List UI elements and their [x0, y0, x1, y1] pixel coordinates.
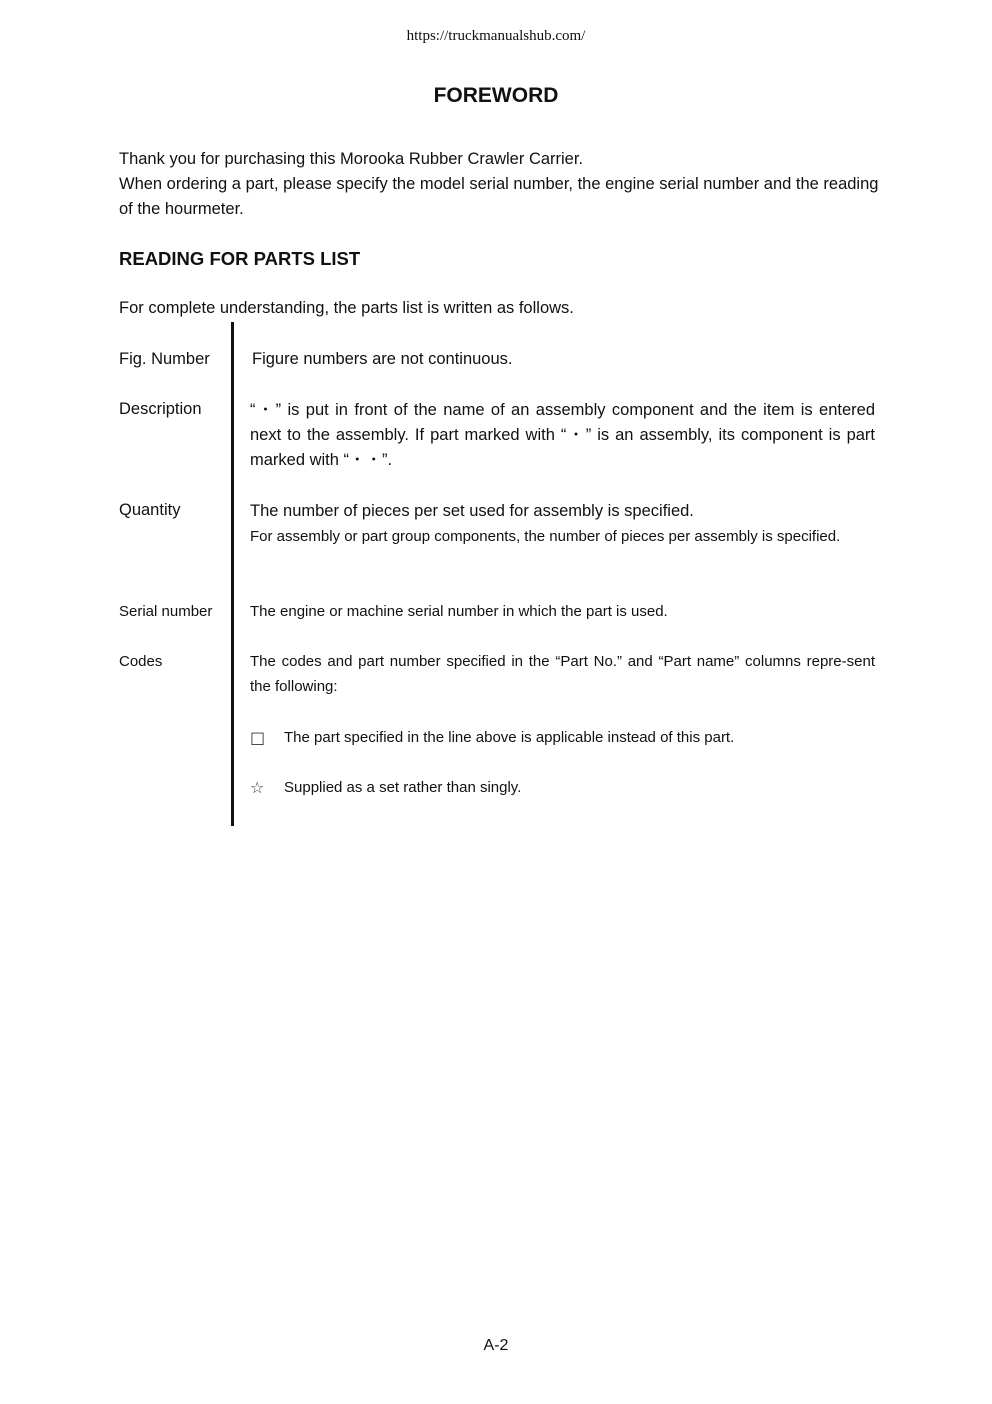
code-row-replacement [250, 728, 734, 747]
intro-line-ordering: When ordering a part, please specify the model serial number, the engine serial number and the reading of the hourmeter. [119, 175, 879, 218]
page-title: FOREWORD [433, 84, 559, 107]
description-label: Description [119, 400, 202, 418]
code-row-set [250, 778, 521, 797]
code-replacement-text: The part specified in the line above is applicable instead of this part. [284, 729, 735, 746]
codes-label: Codes [119, 653, 163, 670]
quantity-label: Quantity [119, 501, 181, 519]
source-url: https://truckmanualshub.com/ [406, 28, 586, 44]
square-outline-icon: □ [250, 728, 266, 747]
vertical-divider [231, 322, 234, 826]
serial-number-text: The engine or machine serial number in which the part is used. [250, 603, 668, 620]
page-number: A-2 [483, 1337, 509, 1354]
fig-number-desc [252, 347, 877, 372]
section-lead: For complete understanding, the parts list is written as follows. [119, 299, 574, 317]
code-set-text: Supplied as a set rather than singly. [284, 779, 522, 796]
intro-line-thanks: Thank you for purchasing this Morooka Rubber Crawler Carrier. [119, 150, 584, 168]
quantity-text-secondary: For assembly or part group components, the number of pieces per assembly is specified. [250, 528, 841, 545]
codes-desc [250, 649, 875, 699]
intro-text [119, 147, 879, 222]
fig-number-label: Fig. Number [119, 350, 210, 368]
quantity-desc [250, 499, 875, 549]
quantity-text: The number of pieces per set used for assembly is specified. [250, 502, 694, 520]
serial-number-desc [250, 599, 875, 624]
section-heading: READING FOR PARTS LIST [119, 248, 361, 269]
star-outline-icon: ☆ [250, 778, 265, 797]
description-text: “・” is put in front of the name of an assembly component and the item is entered next to the assembly. If part marked with “・” is an assembly, its component is part marked with “・・”. [250, 401, 875, 469]
codes-text: The codes and part number specified in the “Part No.” and “Part name” columns repre-sent the following: [250, 653, 875, 695]
description-desc [250, 398, 875, 473]
serial-number-label: Serial number [119, 603, 213, 620]
fig-number-text: Figure numbers are not continuous. [252, 350, 513, 368]
